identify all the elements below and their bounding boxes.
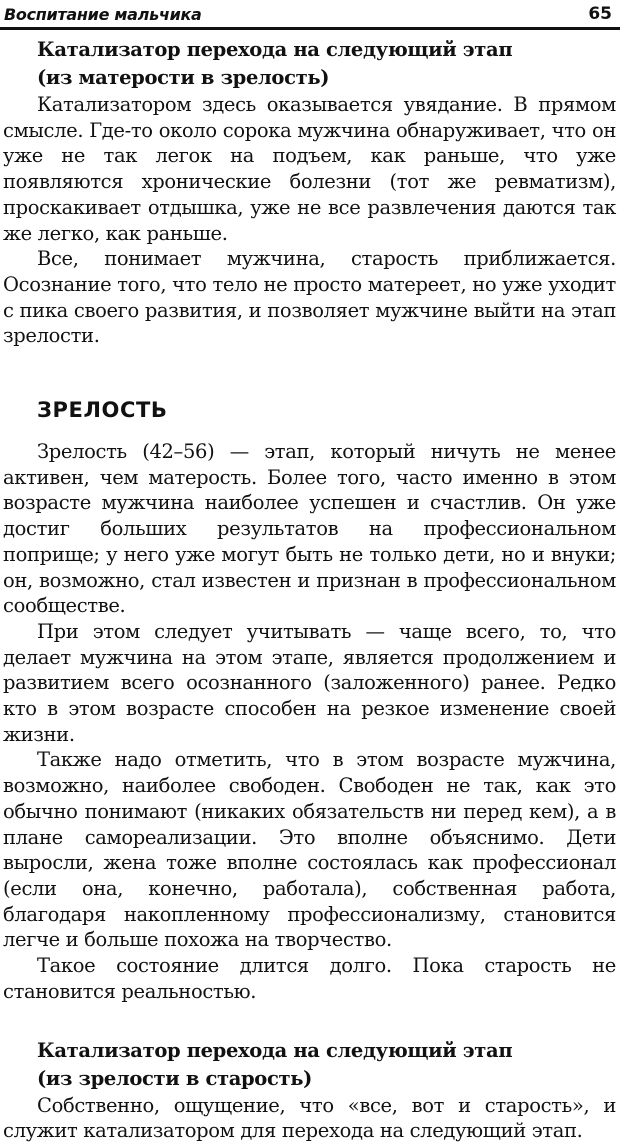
- spacer: [3, 349, 616, 395]
- section2-paragraph-2: При этом следует учитывать — чаще всего, то, что делает мужчина на этом этапе, является продолжением и развитием всего осознанного (заложенного) ранее. Редко кто в этом возрасте способен на резкое изменение своей жизни.: [3, 619, 616, 746]
- section1-heading-line1: Катализатор перехода на следующий этап: [37, 38, 513, 61]
- spacer: [3, 1005, 616, 1037]
- section1-paragraph-1: Катализатором здесь оказывается увядание. В прямом смысле. Где-то около сорока мужчина обнаруживает, что он уже не так легок на подъем, как раньше, что уже появляются хронические болезни (тот же ревматизм), проскакивает отдышка, уже не все развлечения даются так же легко, как раньше.: [3, 93, 616, 245]
- running-title: Воспитание мальчика: [4, 5, 202, 24]
- section2-paragraph-1: Зрелость (42–56) — этап, который ничуть не менее активен, чем матерость. Более того, часто именно в этом возрасте мужчина наиболее успешен и счастлив. Он уже достиг больших результатов на профессиональном поприще; у него уже могут быть не только дети, но и внуки; он, возможно, стал известен и признан в профессиональном сообществе.: [3, 440, 616, 618]
- section2-paragraph-4: Такое состояние длится долго. Пока старость не становится реальностью.: [3, 954, 616, 1003]
- section1-paragraph-2: Все, понимает мужчина, старость приближается. Осознание того, что тело не просто матереет, но уже уходит с пика своего развития, и позволяет мужчине выйти на этап зрелости.: [3, 247, 616, 348]
- section3-paragraph-1: Собственно, ощущение, что «все, вот и старость», и служит катализатором для перехода на следующий этап.: [3, 1093, 616, 1143]
- spacer: [3, 425, 616, 439]
- section2-paragraph-3: Также надо отметить, что в этом возрасте мужчина, возможно, наиболее свободен. Свободен не так, как это обычно понимают (никаких обязательств ни перед кем), а в плане самореализации. Это вполне объяснимо. Дети выросли, жена тоже вполне состоялась как профессионал (если она, конечно, работала), собственная работа, благодаря накопленному профессионализму, становится легче и больше похожа на творчество.: [3, 748, 616, 952]
- section3-heading-line1: Катализатор перехода на следующий этап: [37, 1038, 513, 1062]
- running-header: [4, 0, 612, 24]
- section1-heading-line2: (из матерости в зрелость): [37, 66, 330, 89]
- page-number: 65: [588, 4, 612, 24]
- section3-heading-line2: (из зрелости в старость): [37, 1066, 312, 1090]
- page-content: [3, 36, 616, 1144]
- header-rule: [0, 27, 620, 30]
- section2-title: ЗРЕЛОСТЬ: [37, 398, 168, 423]
